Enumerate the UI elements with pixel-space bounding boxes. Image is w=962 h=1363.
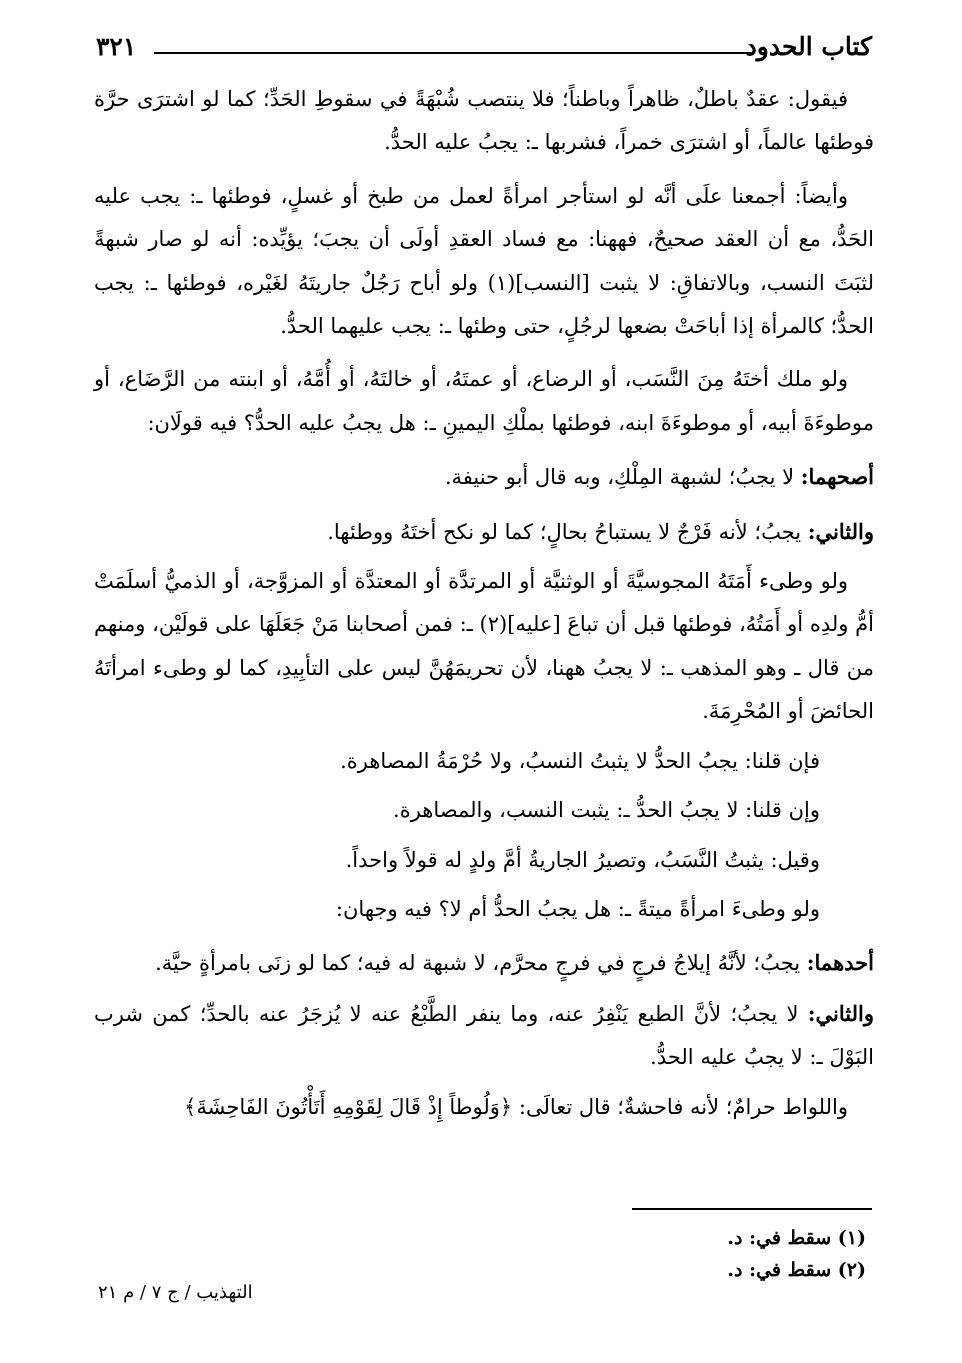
paragraph-text: ولو وطىء أَمَتَهُ المجوسيَّةَ أو الوثنيَّة أو المرتدَّة أو المعتدَّة أو المزوَّجة، أو الذميُّ أسلَمَتْ أمُّ ولدِه أو أَمَتُهُ، فوطئها قبل أن تباعَ [عليه](٢) ـ: فمن أصحابنا مَنْ جَعَلَهَا على قولَيْن، ومنهم من قال ـ وهو المذهب ـ: لا يجبُ ههنا، لأن تحريمَهُنَّ ليس على التأبِيدِ، كما لو وطىء امرأتَهُ الحائضَ أو المُحْرِمَةَ. <box>94 569 874 724</box>
chapter-title: كتاب الحدود <box>745 32 872 61</box>
paragraph <box>94 888 874 931</box>
paragraph <box>94 839 874 882</box>
paragraph <box>94 78 874 165</box>
footnote-rule <box>632 1208 872 1210</box>
paragraph <box>94 941 874 985</box>
paragraph-text: يجبُ؛ لأنَّهُ إيلاجُ فرجٍ في فرجٍ محرَّم، لا شبهة له فيه؛ كما لو زنَى بامرأةٍ حيَّة. <box>155 951 807 976</box>
paragraph <box>94 992 874 1080</box>
paragraph-text: فإن قلنا: يجبُ الحدُّ لا يثبتُ النسبُ، ولا حُرْمَةُ المصاهرة. <box>340 748 820 773</box>
paragraph <box>94 740 874 783</box>
paragraph-lead: والثاني: <box>807 1000 874 1026</box>
paragraph-text: ولو وطىءَ امرأةً ميتةً ـ: هل يجبُ الحدُّ أم لا؟ فيه وجهان: <box>335 896 820 921</box>
running-header <box>96 26 872 66</box>
footer-reference: التهذيب / ج ٧ / م ٢١ <box>98 1282 253 1303</box>
paragraph-text: وأيضاً: أجمعنا علَى أنَّه لو استأجر امرأةً لعمل من طبخ أو غسلٍ، فوطئها ـ: يجب عليه الحَدُّ، مع أن العقد صحيحٌ، فههنا: مع فساد العقدِ أولَى أن يجبَ؛ يؤيِّده: أنه لو صار شبهةً لثبَتَ النسب، وبالاتفاقِ: لا يثبت [النسب](١) ولو أباح رَجُلٌ جاريتَهُ لغَيْره، فوطئها ـ: يجب الحدُّ؛ كالمرأة إذا أباحَتْ بضعها لرجُلٍ، حتى وطئها ـ: يجب عليهما الحدُّ. <box>94 183 874 339</box>
paragraph-text: يجبُ؛ لأنه فَرْجٌ لا يستباحُ بحالٍ؛ كما لو نكح أختَهُ ووطئها. <box>327 519 808 544</box>
paragraph-lead: أصحهما: <box>800 464 874 490</box>
header-rule <box>154 52 752 54</box>
paragraph <box>94 510 874 554</box>
paragraph-lead: والثاني: <box>807 518 874 544</box>
footnote: (٢) سقط في: د. <box>727 1259 866 1281</box>
paragraph <box>94 175 874 349</box>
paragraph-text: وإن قلنا: لا يجبُ الحدُّ ـ: يثبت النسب، والمصاهرة. <box>393 798 820 823</box>
paragraph-text: فيقول: عقدٌ باطلٌ، ظاهراً وباطناً؛ فلا ينتصب شُبْهَةً في سقوطِ الحَدِّ؛ كما لو اشترَى حرَّة فوطئها عالماً، أو اشترَى خمراً، فشربها ـ: يجبُ عليه الحدُّ. <box>94 87 874 155</box>
paragraph-lead: أحدهما: <box>806 950 874 976</box>
paragraph-text: لا يجبُ؛ لأنَّ الطبع يَنْفِرُ عنه، وما ينفر الطَّبْعُ عنه لا يُزجَرُ عنه بالحدِّ؛ كمن شرب البَوْلَ ـ: لا يجبُ عليه الحدُّ. <box>94 1001 874 1070</box>
paragraph <box>94 455 874 499</box>
footnotes <box>266 1222 866 1286</box>
footnote: (١) سقط في: د. <box>727 1227 866 1249</box>
paragraph <box>94 789 874 832</box>
paragraph-text: لا يجبُ؛ لشبهة المِلْكِ، وبه قال أبو حنيفة. <box>444 465 801 490</box>
paragraph-text: واللواط حرامٌ؛ لأنه فاحشةٌ؛ قال تعالَى: ﴿وَلُوطاً إِذْ قَالَ لِقَوْمِهِ أَتَأْتُونَ الفَاحِشَةَ﴾ <box>184 1094 848 1119</box>
paragraph <box>94 1086 874 1129</box>
paragraph-text: وقيل: يثبتُ النَّسَبُ، وتصيرُ الجاريةُ أمَّ ولدٍ له قولاً واحداً. <box>345 847 820 872</box>
paragraph <box>94 358 874 445</box>
paragraph <box>94 560 874 734</box>
page-number: ٣٢١ <box>96 32 137 61</box>
paragraph-text: ولو ملك أختَهُ مِنَ النَّسَب، أو الرضاع، أو عمتَهُ، أو خالتَهُ، أو أُمَّهُ، أو ابنته من الرَّضَاع، أو موطوءَةَ أبيه، أو موطوءَةَ ابنه، فوطئها بملْكِ اليمينِ ـ: هل يجبُ عليه الحدُّ؟ فيه قولَان: <box>94 367 874 435</box>
main-text <box>94 78 874 1135</box>
